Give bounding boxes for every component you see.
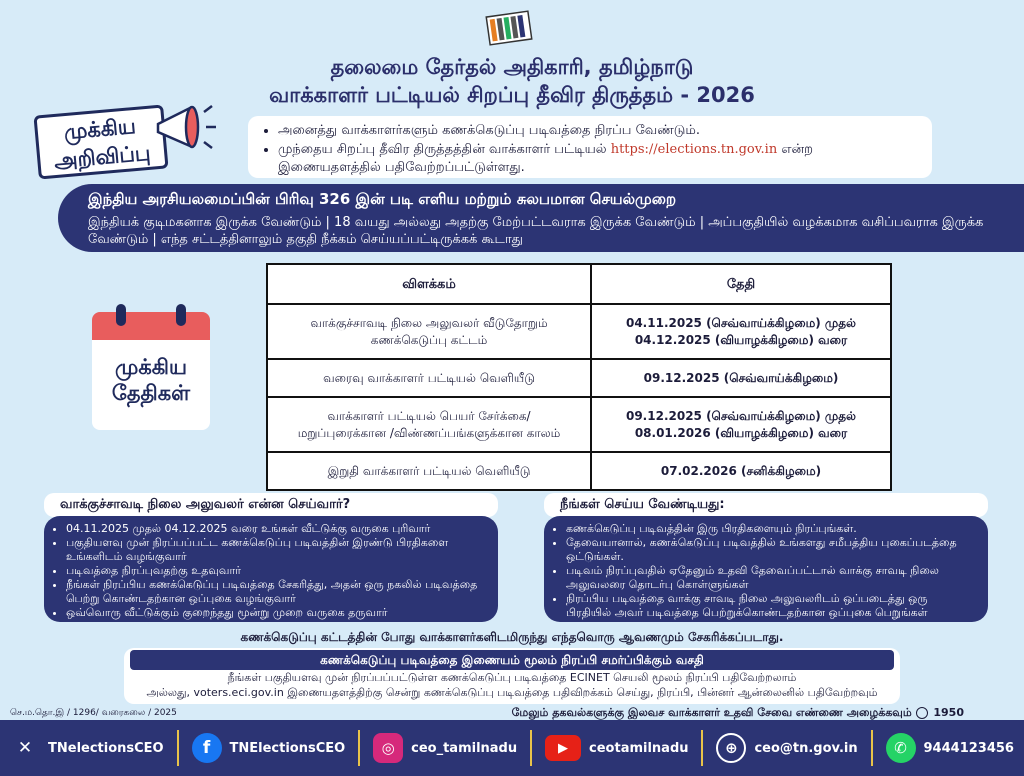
- list-item: • நிரப்பிய படிவத்தை வாக்கு சாவடி நிலை அலுவலரிடம் ஒப்படைத்து ஒரு பிரதியில் அவர் படிவத்தை பெற்றுக்கொண்டதற்கான ஒப்புகை பெறுங்கள்: [566, 592, 976, 620]
- whatsapp-link[interactable]: [886, 733, 1014, 763]
- helpline-text: மேலும் தகவல்களுக்கு இலவச வாக்காளர் உதவி சேவை எண்ணை அழைக்கவும்: [511, 706, 912, 719]
- x-icon: ✕: [17, 738, 33, 758]
- facebook-icon: f: [192, 733, 222, 763]
- table-cell-date: [591, 452, 891, 490]
- election-commission-logo-icon: [480, 6, 538, 50]
- helpline-number[interactable]: 1950: [933, 706, 964, 719]
- cell-line: 04.11.2025 (செவ்வாய்க்கிழமை) முதல்: [625, 315, 857, 330]
- facebook-handle-link[interactable]: [192, 733, 346, 763]
- cell-line: 04.12.2025 (வியாழக்கிழமை) வரை: [634, 332, 848, 347]
- helpline-note: [512, 706, 964, 721]
- cell-line: கணக்கெடுப்பு கட்டம்: [370, 332, 488, 347]
- eligibility-heading: இந்திய அரசியலமைப்பின் பிரிவு 326 இன் படி எளிய மற்றும் சுலபமான செயல்முறை: [88, 190, 677, 208]
- list-item: • கணக்கெடுப்பு படிவத்தின் இரு பிரதிகளையும் நிரப்புங்கள்.: [566, 522, 976, 536]
- table-cell-description: [267, 304, 591, 359]
- calendar-icon: [92, 312, 210, 430]
- list-item: • படிவத்தை நிரப்புவதற்கு உதவுவார்: [66, 564, 486, 578]
- email-link[interactable]: [716, 733, 857, 763]
- youtube-icon: ▶: [545, 735, 581, 761]
- x-handle: TNelectionsCEO: [48, 740, 164, 756]
- footer-separator: [701, 730, 703, 766]
- list-item: • படிவம் நிரப்புவதில் ஏதேனும் உதவி தேவைப்பட்டால் வாக்கு சாவடி நிலை அலுவலரை தொடர்பு கொள்ளுங்கள்: [566, 564, 976, 592]
- table-cell-date: [591, 359, 891, 397]
- eligibility-criteria: இந்தியக் குடிமகனாக இருக்க வேண்டும் | 18 வயது அல்லது அதற்கு மேற்பட்டவராக இருக்க வேண்டும் | அப்பகுதியில் வழக்கமாக வசிப்பவராக இருக்க வேண்டும் | எந்த சட்டத்தினாலும் தகுதி நீக்கம் செய்யப்பட்டிருக்கக் கூடாது: [88, 215, 984, 247]
- footer-separator: [177, 730, 179, 766]
- footer-separator: [871, 730, 873, 766]
- calendar-ring: [176, 304, 186, 326]
- column-header-description: விளக்கம்: [267, 264, 591, 304]
- blo-section-title: வாக்குச்சாவடி நிலை அலுவலர் என்ன செய்வார்?: [44, 493, 498, 517]
- calendar-ring: [116, 304, 126, 326]
- facebook-handle: TNElectionsCEO: [229, 740, 346, 756]
- globe-icon: ⊕: [716, 733, 746, 763]
- whatsapp-icon: ✆: [886, 733, 916, 763]
- table-header-row: [267, 264, 891, 304]
- phone-icon: [916, 707, 928, 719]
- instagram-icon: ◎: [373, 733, 403, 763]
- table-cell-description: [267, 452, 591, 490]
- table-cell-description: [267, 397, 591, 452]
- table-row: [267, 359, 891, 397]
- publication-code: செ.ம.தொ.இ / 1296/ வரைகலை / 2025: [10, 708, 177, 718]
- table-row: [267, 304, 891, 359]
- footer-separator: [530, 730, 532, 766]
- page-title: தலைமை தேர்தல் அதிகாரி, தமிழ்நாடு: [330, 55, 694, 79]
- online-submission-line1: நீங்கள் பகுதியளவு முன் நிரப்பப்பட்டுள்ள கணக்கெடுப்பு படிவத்தை ECINET செயலி மூலம் நிரப்பி பதிவேற்றலாம்: [227, 671, 797, 684]
- notice-badge-line1: முக்கிய: [62, 113, 137, 145]
- calendar-body: [92, 340, 210, 430]
- table-cell-date: [591, 397, 891, 452]
- online-submission-heading: கணக்கெடுப்பு படிவத்தை இணையம் மூலம் நிரப்பி சமர்ப்பிக்கும் வசதி: [130, 650, 894, 670]
- instagram-handle: ceo_tamilnadu: [411, 740, 518, 756]
- table-row: [267, 452, 891, 490]
- notice-bullet-2-text: முந்தைய சிறப்பு தீவிர திருத்தத்தின் வாக்காளர் பட்டியல்: [278, 142, 607, 157]
- calendar-line2: தேதிகள்: [111, 381, 191, 405]
- whatsapp-number: 9444123456: [923, 740, 1014, 756]
- column-header-date: தேதி: [591, 264, 891, 304]
- list-item: • தேவையானால், கணக்கெடுப்பு படிவத்தில் உங்களது சமீபத்திய புகைப்படத்தை ஒட்டுங்கள்.: [566, 536, 976, 564]
- notice-bullet-1: • அனைத்து வாக்காளர்களும் கணக்கெடுப்பு படிவத்தை நிரப்ப வேண்டும்.: [278, 122, 918, 140]
- cell-line: வாக்காளர் பட்டியல் பெயர் சேர்க்கை/: [327, 408, 531, 423]
- megaphone-icon: [150, 98, 220, 158]
- online-submission-line2: அல்லது, voters.eci.gov.in இணையதளத்திற்கு சென்று கணக்கெடுப்பு படிவத்தை பதிவிறக்கம் செய்து, நிரப்பி, பின்னர் ஆன்லைனில் பதிவேற்றவும்: [146, 686, 878, 699]
- list-item: • நீங்கள் நிரப்பிய கணக்கெடுப்பு படிவத்தை சேகரித்து, அதன் ஒரு நகலில் படிவத்தை பெற்று கொண்டதற்கான ஒப்புகை வழங்குவார்: [66, 578, 486, 606]
- cell-line: 08.01.2026 (வியாழக்கிழமை) வரை: [634, 425, 848, 440]
- cell-line: மறுப்புரைக்கான /விண்ணப்பங்களுக்கான காலம்: [297, 425, 561, 440]
- social-footer: [0, 720, 1024, 776]
- important-dates-table: [266, 263, 892, 491]
- notice-badge-line2: அறிவிப்பு: [53, 140, 152, 174]
- cell-line: வரைவு வாக்காளர் பட்டியல் வெளியீடு: [323, 370, 535, 385]
- table-row: [267, 397, 891, 452]
- youtube-handle-link[interactable]: [545, 735, 689, 761]
- elections-website-link[interactable]: https://elections.tn.gov.in: [610, 142, 778, 157]
- instagram-handle-link[interactable]: [373, 733, 517, 763]
- cell-line: 07.02.2026 (சனிக்கிழமை): [660, 463, 822, 478]
- important-notice-badge: [33, 104, 168, 179]
- list-item: • பகுதியளவு முன் நிரப்பப்பட்ட கணக்கெடுப்பு படிவத்தின் இரண்டு பிரதிகளை உங்களிடம் வழங்குவார்: [66, 536, 486, 564]
- cell-line: 09.12.2025 (செவ்வாய்க்கிழமை) முதல்: [625, 408, 857, 423]
- footer-separator: [358, 730, 360, 766]
- table-cell-description: [267, 359, 591, 397]
- list-item: • ஒவ்வொரு வீட்டுக்கும் குறைந்தது மூன்று முறை வருகை தருவார்: [66, 606, 486, 620]
- notice-bullet-2: [278, 141, 918, 177]
- cell-line: இறுதி வாக்காளர் பட்டியல் வெளியீடு: [327, 463, 531, 478]
- blo-duties-list: [44, 516, 498, 622]
- eligibility-band: [58, 184, 1024, 252]
- youtube-handle: ceotamilnadu: [589, 740, 689, 756]
- table-cell-date: [591, 304, 891, 359]
- notice-bullet-2-tail: என்ற இணையதளத்தில் பதிவேற்றப்பட்டுள்ளது.: [278, 142, 813, 175]
- todo-section-title: நீங்கள் செய்ய வேண்டியது:: [544, 493, 988, 517]
- list-item: • 04.11.2025 முதல் 04.12.2025 வரை உங்கள் வீட்டுக்கு வருகை புரிவார்: [66, 522, 486, 536]
- email-address: ceo@tn.gov.in: [754, 740, 858, 756]
- notice-box: [248, 116, 932, 178]
- calendar-header: [92, 312, 210, 342]
- page-subtitle: வாக்காளர் பட்டியல் சிறப்பு தீவிர திருத்தம் - 2026: [269, 83, 755, 107]
- voter-todo-list: [544, 516, 988, 622]
- cell-line: வாக்குச்சாவடி நிலை அலுவலர் வீடுதோறும்: [310, 315, 548, 330]
- cell-line: 09.12.2025 (செவ்வாய்க்கிழமை): [643, 370, 839, 385]
- no-document-collection-note: கணக்கெடுப்பு கட்டத்தின் போது வாக்காளர்களிடமிருந்து எந்தவொரு ஆவணமும் சேகரிக்கப்படாது.: [240, 630, 784, 644]
- x-handle-link[interactable]: [10, 733, 164, 763]
- calendar-line1: முக்கிய: [115, 355, 187, 379]
